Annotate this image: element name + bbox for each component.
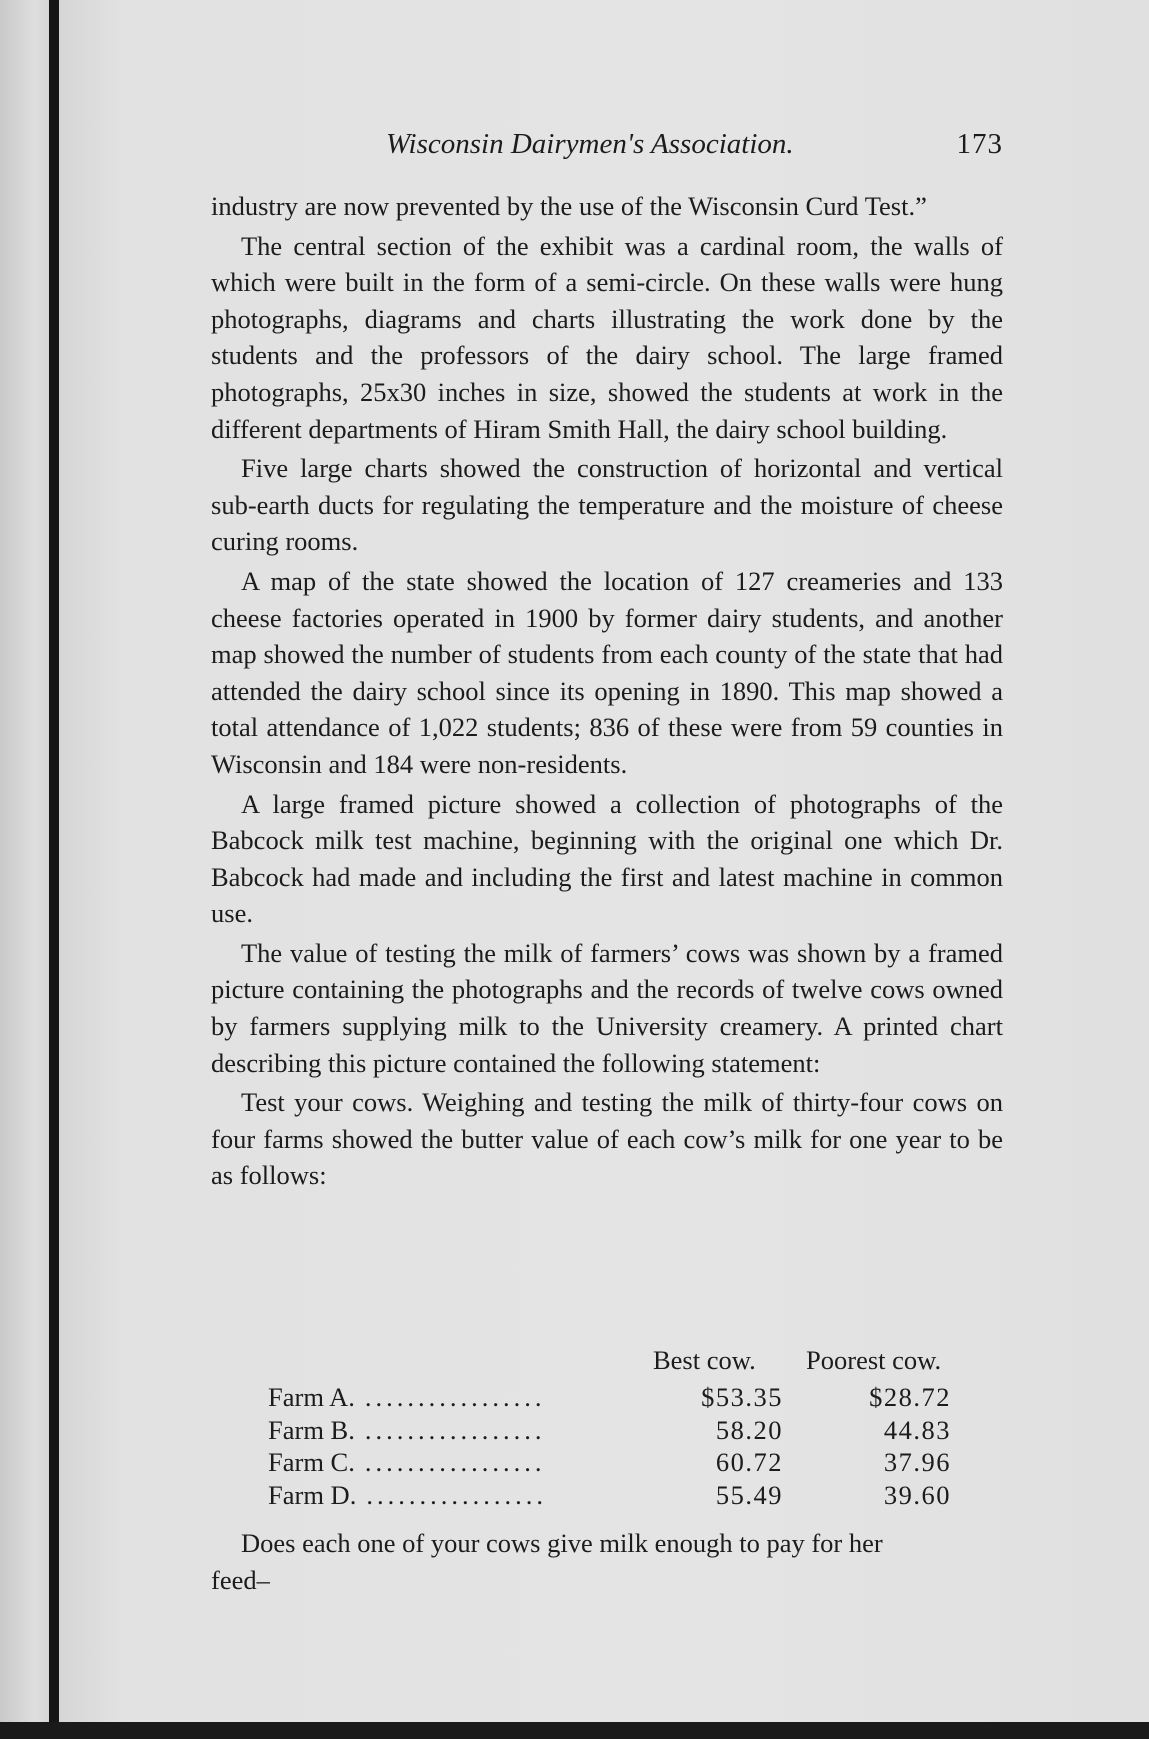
poorest-cow-value: 39.60 [883, 1479, 951, 1510]
farm-label: Farm A. [268, 1382, 355, 1412]
table-header [211, 1345, 1003, 1381]
leader-dots: ................. [366, 1479, 547, 1510]
table-row [211, 1479, 1003, 1512]
paragraph-continuation: industry are now prevented by the use of the Wisconsin Curd Test.” [211, 191, 927, 221]
paragraph-state-map: A map of the state showed the location of 127 creameries and 133 cheese factories operated in 1900 by former dairy students, and another map showed the number of students from each county of the state that had attended the dairy school since its opening in 1890. This map showed a total attendance of 1,022 students; 836 of these were from 59 counties in Wisconsin and 184 were non-residents. [211, 565, 1003, 779]
book-gutter [49, 0, 59, 1739]
paragraph-charts: Five large charts showed the construction of horizontal and vertical sub-earth ducts for regulating the temperature and the moisture of cheese curing rooms. [211, 453, 1003, 557]
farm-label: Farm C. [268, 1447, 355, 1477]
paragraph-babcock-picture: A large framed picture showed a collection of photographs of the Babcock milk test machine, beginning with the original one which Dr. Babcock had made and including the first and latest machine in common use. [211, 788, 1003, 929]
scan-bottom-edge [0, 1722, 1149, 1739]
closing-text [211, 1525, 1003, 1599]
running-title: Wisconsin Dairymen's Association. [386, 128, 794, 160]
best-cow-value: $53.35 [701, 1382, 783, 1412]
column-header-poorest-cow: Poorest cow. [806, 1345, 942, 1375]
best-cow-value: 58.20 [715, 1414, 783, 1445]
poorest-cow-value: 37.96 [883, 1447, 951, 1477]
running-head [211, 128, 1003, 168]
leader-dots: ................. [364, 1414, 546, 1445]
table-row [211, 1446, 1003, 1479]
butter-value-table [211, 1345, 1003, 1511]
paragraph-test-your-cows: Test your cows. Weighing and testing the milk of thirty-four cows on four farms showed the butter value of each cow’s milk for one year to be as follows: [211, 1087, 1003, 1191]
facing-page-edge [0, 0, 50, 1739]
leader-dots: ................. [364, 1382, 546, 1412]
poorest-cow-value: $28.72 [869, 1382, 951, 1412]
closing-line: Does each one of your cows give milk enough to pay for her [241, 1528, 883, 1558]
table-row [211, 1414, 1003, 1447]
paragraph-testing-value: The value of testing the milk of farmers’ cows was shown by a framed picture containing the photographs and the records of twelve cows owned by farmers supplying milk to the University creamery. A printed chart describing this picture contained the following statement: [211, 937, 1003, 1078]
table-row [211, 1381, 1003, 1414]
farm-label: Farm B. [268, 1414, 355, 1445]
best-cow-value: 60.72 [715, 1447, 783, 1477]
closing-line-feed: feed– [211, 1565, 270, 1595]
farm-label: Farm D. [268, 1479, 357, 1510]
poorest-cow-value: 44.83 [883, 1414, 951, 1445]
leader-dots: ................. [364, 1447, 546, 1477]
column-header-best-cow: Best cow. [653, 1345, 756, 1375]
paragraph-cardinal-room: The central section of the exhibit was a cardinal room, the walls of which were built in the form of a semi-circle. On these walls were hung photographs, diagrams and charts illustrating the work done by the students and the professors of the dairy school. The large framed photographs, 25x30 inches in size, showed the students at work in the different departments of Hiram Smith Hall, the dairy school building. [211, 230, 1003, 444]
best-cow-value: 55.49 [715, 1479, 783, 1510]
body-text [211, 188, 1003, 1197]
page-number: 173 [956, 128, 1003, 160]
